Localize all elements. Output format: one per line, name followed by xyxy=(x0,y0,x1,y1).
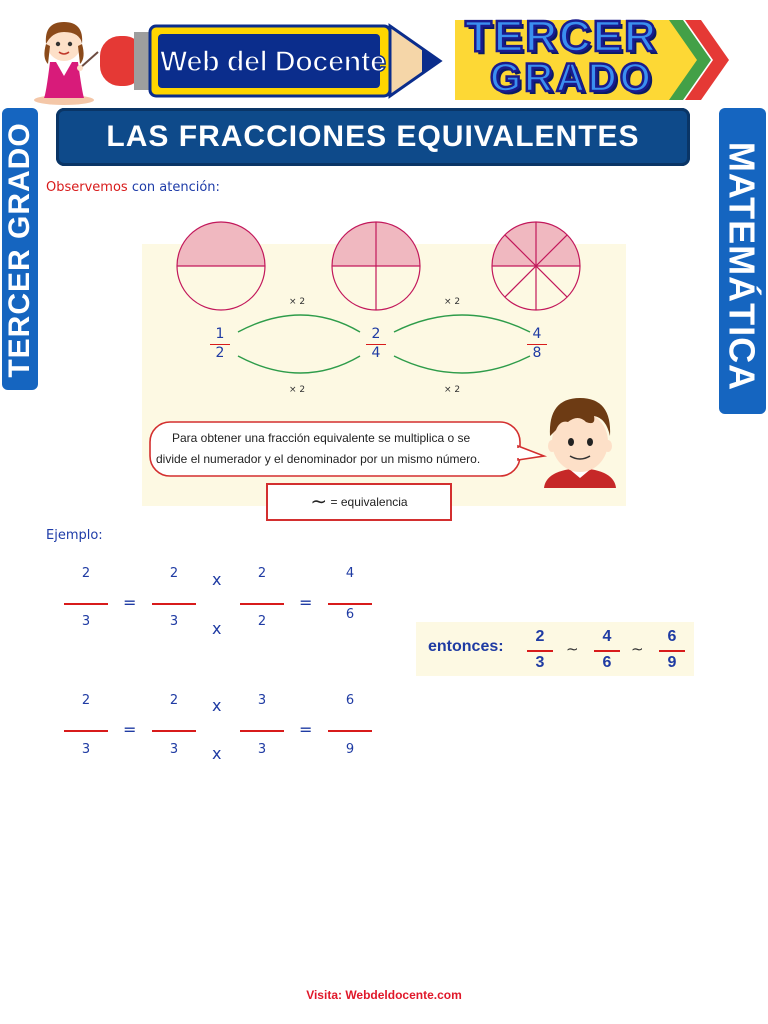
multiplier-top-2: × 2 xyxy=(444,297,461,307)
times-sign-top: x xyxy=(212,696,222,715)
example-fraction-den: 3 xyxy=(169,614,179,629)
fraction-numerator: 4 xyxy=(532,326,542,342)
example-fraction-bar xyxy=(64,603,108,605)
example-result-num: 6 xyxy=(345,693,355,708)
equals-sign: = xyxy=(299,720,313,739)
equals-sign: = xyxy=(123,593,137,612)
fraction-denominator: 2 xyxy=(215,345,225,361)
intro-text xyxy=(46,180,220,195)
circle-one-half xyxy=(177,222,265,310)
multiplier-top-1: × 2 xyxy=(289,297,306,307)
intro-highlight: Observemos xyxy=(46,180,128,195)
grade-word-grado: GRADO xyxy=(490,56,654,100)
footer-link[interactable]: Visita: Webdeldocente.com xyxy=(306,988,462,1002)
example-fraction-num: 3 xyxy=(257,693,267,708)
conclusion-fraction-bar xyxy=(659,650,685,652)
example-result-den: 6 xyxy=(345,607,355,622)
example-fraction-den: 3 xyxy=(169,742,179,757)
example-fraction-bar xyxy=(328,603,372,605)
example-fraction-bar xyxy=(152,730,196,732)
boy-mascot-illustration xyxy=(538,392,622,488)
example-result-den: 9 xyxy=(345,742,355,757)
conclusion-fraction-num: 6 xyxy=(667,628,677,645)
times-sign-bottom: x xyxy=(212,744,222,763)
conclusion-fraction-den: 3 xyxy=(535,654,545,671)
equivalence-legend xyxy=(266,483,452,521)
conclusion-fraction-bar xyxy=(527,650,553,652)
conclusion-fraction-num: 2 xyxy=(535,628,545,645)
example-fraction-den: 2 xyxy=(257,614,267,629)
example-fraction-bar xyxy=(328,730,372,732)
example-fraction-bar xyxy=(240,603,284,605)
multiplier-bottom-1: × 2 xyxy=(289,385,306,395)
fraction-denominator: 8 xyxy=(532,345,542,361)
example-fraction-den: 3 xyxy=(81,742,91,757)
example-fraction-num: 2 xyxy=(81,693,91,708)
example-fraction-num: 2 xyxy=(169,566,179,581)
equals-sign: = xyxy=(123,720,137,739)
equivalence-symbol: ∼ xyxy=(310,491,328,513)
example-fraction-bar xyxy=(64,730,108,732)
fraction-numerator: 2 xyxy=(371,326,381,342)
conclusion-fraction-den: 9 xyxy=(667,654,677,671)
equivalence-tilde: ∼ xyxy=(631,640,644,658)
example-label: Ejemplo: xyxy=(46,528,103,543)
times-sign-top: x xyxy=(212,570,222,589)
grade-word-tercer: TERCER xyxy=(465,12,658,61)
intro-rest: con atención: xyxy=(127,180,220,195)
multiplier-bottom-2: × 2 xyxy=(444,385,461,395)
teacher-mascot-illustration xyxy=(28,14,100,106)
equivalence-label: = equivalencia xyxy=(327,495,408,509)
page-title: LAS FRACCIONES EQUIVALENTES xyxy=(106,120,640,153)
example-fraction-den: 3 xyxy=(257,742,267,757)
explanation-line-1: Para obtener una fracción equivalente se multiplica o se xyxy=(172,431,471,445)
conclusion-fraction-num: 4 xyxy=(602,628,612,645)
side-tab-grade-label: TERCER GRADO xyxy=(3,122,36,378)
example-fraction-bar xyxy=(240,730,284,732)
example-fraction-bar xyxy=(152,603,196,605)
example-fraction-num: 2 xyxy=(257,566,267,581)
conclusion-fraction-bar xyxy=(594,650,620,652)
fraction-numerator: 1 xyxy=(215,326,225,342)
side-tab-subject-label: MATEMÁTICA xyxy=(721,141,763,392)
example-fraction-num: 2 xyxy=(169,693,179,708)
times-sign-bottom: x xyxy=(212,619,222,638)
example-fraction-den: 3 xyxy=(81,614,91,629)
example-result-num: 4 xyxy=(345,566,355,581)
equals-sign: = xyxy=(299,593,313,612)
fraction-denominator: 4 xyxy=(371,345,381,361)
brand-name: Web del Docente xyxy=(160,46,386,78)
equivalence-tilde: ∼ xyxy=(566,640,579,658)
circle-two-quarters xyxy=(332,222,420,310)
conclusion-label: entonces: xyxy=(428,638,504,655)
explanation-line-2: divide el numerador y el denominador por un mismo número. xyxy=(156,452,481,466)
conclusion-fraction-den: 6 xyxy=(602,654,612,671)
example-fraction-num: 2 xyxy=(81,566,91,581)
circle-four-eighths xyxy=(492,222,580,310)
